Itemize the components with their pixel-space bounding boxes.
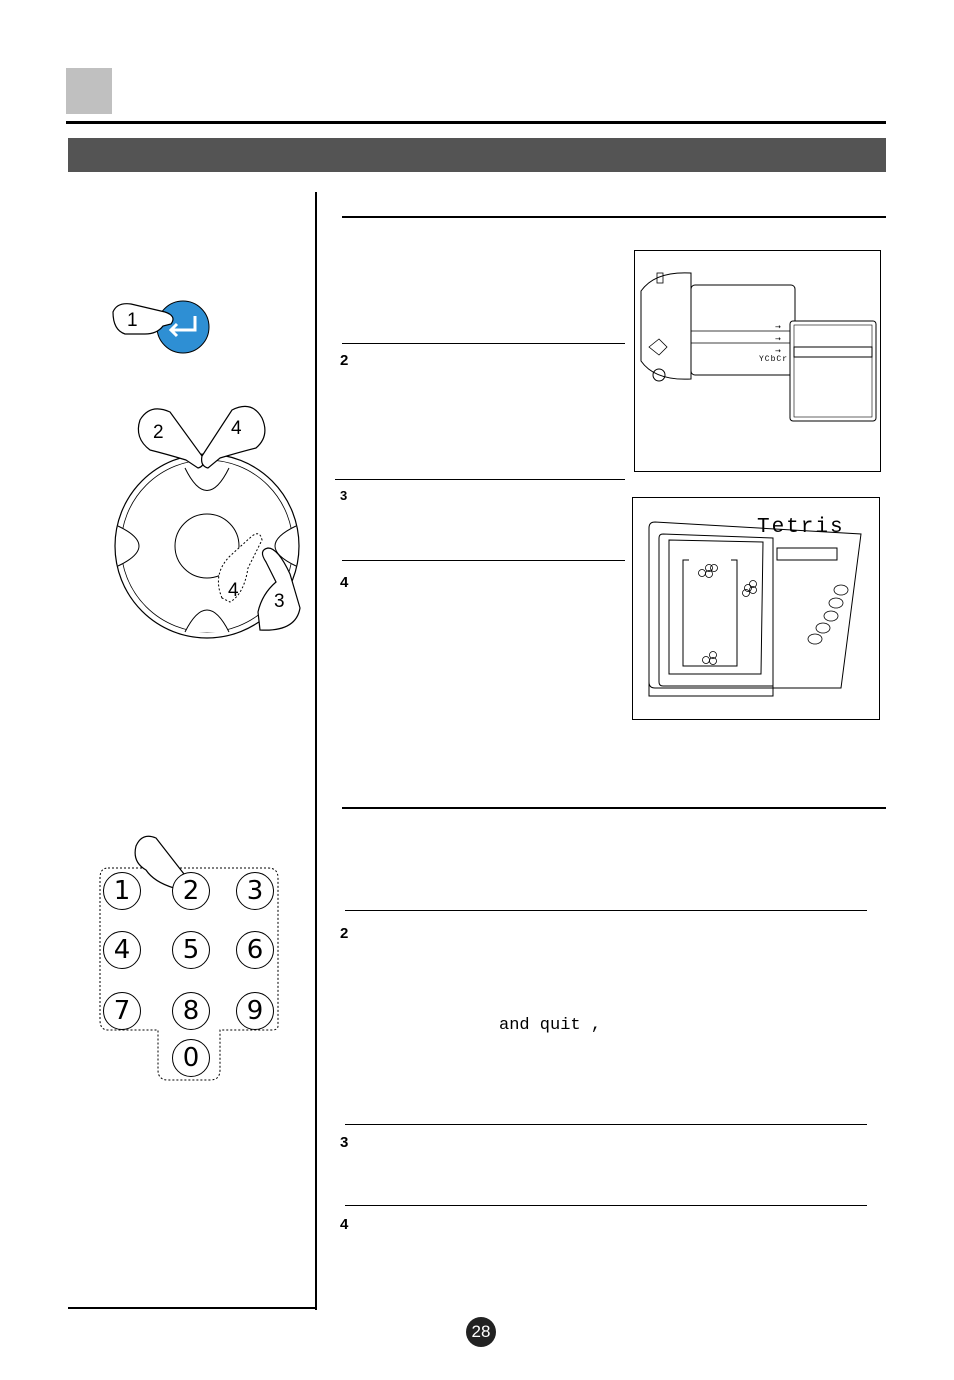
lower-step-2-text: and quit , [499,1016,602,1035]
dpad-lower-right-label: 3 [274,591,285,612]
keypad-key-1: 1 [103,872,141,910]
svg-text:→: → [775,323,781,331]
keypad-key-8: 8 [172,992,210,1030]
dpad-lower-left-label: 4 [228,580,239,601]
upper-step-3-rule [335,479,625,480]
header-rule [66,121,886,124]
upper-step-4-rule [342,560,625,561]
keypad-key-5: 5 [172,931,210,969]
upper-step-2-rule [342,343,625,344]
page-number-badge [466,1317,496,1347]
page-number: 28 [471,1322,491,1341]
keypad-key-0: 0 [172,1039,210,1077]
lower-step-3-number: 3 [340,1134,349,1151]
upper-step-2-number: 2 [340,352,349,369]
upper-step-3-number: 3 [340,488,348,503]
enter-button-icon [105,290,215,360]
svg-text:→: → [775,347,781,355]
keypad-key-3: 3 [236,872,274,910]
column-divider [315,192,317,1310]
footer-rule [68,1307,316,1309]
svg-text:→: → [775,335,781,343]
dpad-hand-left-label: 2 [153,422,164,443]
keypad-key-9: 9 [236,992,274,1030]
keypad-key-7: 7 [103,992,141,1030]
lower-step-4-number: 4 [340,1216,349,1233]
menu-screen-illustration [634,250,881,472]
chapter-square [66,68,112,114]
section-title-bar [68,138,886,172]
upper-section-rule [342,216,886,218]
lower-step-3-rule [345,1124,867,1125]
game-screen-title: Tetris [757,516,845,539]
keypad-key-6: 6 [236,931,274,969]
enter-hand-label: 1 [127,310,138,331]
lower-step-2-rule [345,910,867,911]
menu-screen-icon [635,251,880,471]
lower-step-2-number: 2 [340,925,349,942]
dpad-hand-right-label: 4 [231,418,242,439]
keypad-key-4: 4 [103,931,141,969]
game-screen-illustration [632,497,880,720]
keypad-key-2: 2 [172,872,210,910]
menu-screen-label: YCbCr [759,355,789,364]
upper-step-4-number: 4 [340,574,349,591]
dpad-illustration [110,398,310,643]
keypad-illustration [96,830,286,1085]
lower-section-rule [342,807,886,809]
lower-step-4-rule [345,1205,867,1206]
enter-illustration [105,290,215,360]
